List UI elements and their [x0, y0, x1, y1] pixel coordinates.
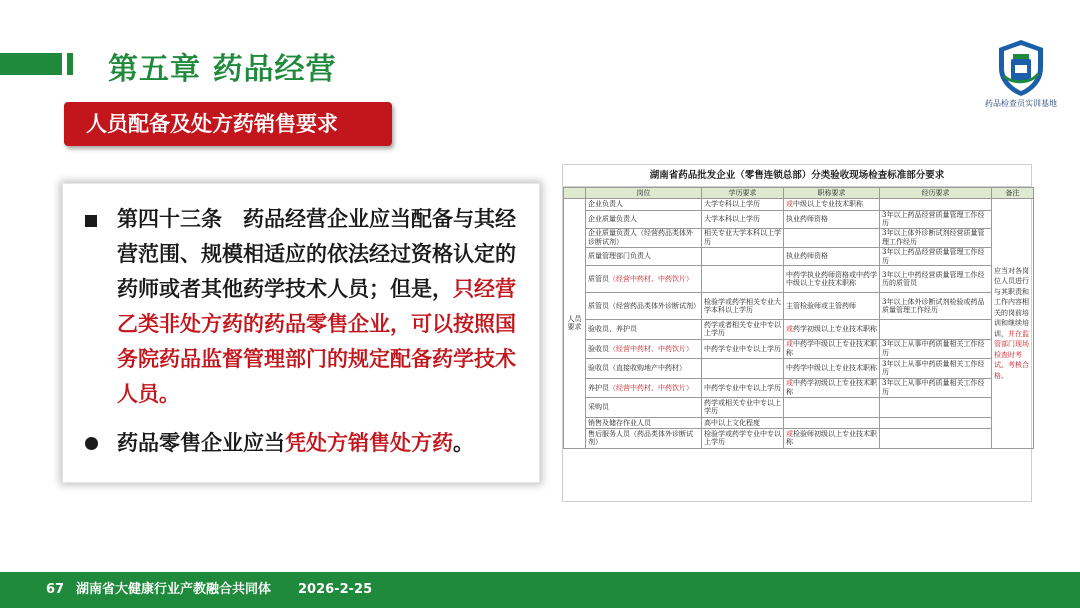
table-caption: 湖南省药品批发企业（零售连锁总部）分类验收现场检查标准部分要求	[563, 165, 1031, 187]
table-header: 经历要求	[880, 188, 992, 199]
education-cell: 相关专业大学本科以上学历	[702, 228, 784, 248]
table-header: 职称要求	[784, 188, 880, 199]
footer-date: 2026-2-25	[298, 582, 373, 597]
position-name: 质管员（经营药品类体外诊断试剂）	[588, 301, 700, 310]
position-cell	[586, 359, 702, 379]
table-row	[564, 210, 1034, 228]
requirements-table-image	[562, 164, 1032, 502]
header-accent-bar	[0, 53, 62, 75]
training-base-logo	[982, 38, 1060, 110]
table-header: 岗位	[586, 188, 702, 199]
table-row	[564, 248, 1034, 266]
title-or: 或	[786, 379, 793, 388]
table-row	[564, 266, 1034, 293]
experience-cell	[880, 199, 992, 211]
title-cell	[784, 248, 880, 266]
position-cell	[586, 199, 702, 211]
prescription-rule-text	[85, 426, 525, 461]
education-cell: 高中以上文化程度	[702, 417, 784, 429]
shield-pill-bottle-icon	[996, 38, 1046, 98]
position-name: 售后服务人员（药品类体外诊断试剂）	[588, 429, 693, 447]
title-text: 主管检验师或主管药师	[786, 301, 856, 310]
title-or: 或	[786, 200, 793, 208]
title-or: 或	[786, 340, 793, 349]
position-cell	[586, 398, 702, 418]
title-or: 或	[786, 429, 793, 438]
title-text: 中药学中级以上专业技术职称	[786, 340, 877, 357]
education-cell: 检验学或药学相关专业大学本科以上学历	[702, 293, 784, 320]
experience-cell	[880, 417, 992, 429]
title-cell	[784, 339, 880, 359]
position-name: 企业质量负责人	[588, 214, 637, 223]
prescription-rule-main: 药品零售企业应当	[117, 431, 285, 455]
title-cell	[784, 417, 880, 429]
title-text: 检验师初级以上专业技术职称	[786, 429, 877, 447]
table-header: 备注	[992, 188, 1034, 199]
prescription-rule-paragraph	[85, 426, 525, 461]
table-body	[564, 199, 1034, 449]
table-row	[564, 429, 1034, 449]
section-tag	[64, 102, 392, 146]
position-name: 企业负责人	[588, 200, 623, 208]
prescription-rule-end: 。	[453, 431, 474, 455]
title-text: 中级以上专业技术职称	[793, 200, 863, 208]
article-43-text	[85, 202, 525, 412]
experience-cell: 3年以上从事中药质量相关工作经历	[880, 378, 992, 398]
title-cell	[784, 228, 880, 248]
education-cell	[702, 248, 784, 266]
position-name: 销售及储存作业人员	[588, 418, 651, 427]
education-cell: 大学专科以上学历	[702, 199, 784, 211]
title-cell	[784, 199, 880, 211]
title-text: 中药学初级以上专业技术职称	[786, 379, 877, 396]
table-row	[564, 359, 1034, 379]
education-cell: 检验学或药学专业中专以上学历	[702, 429, 784, 449]
remark-text: 应当对各岗位人员进行与其职责和工作内容相关的岗前培训和继续培训，	[994, 266, 1029, 338]
article-43-paragraph	[85, 202, 525, 412]
title-text: 中药学执业药师资格或中药学中级以上专业技术职称	[786, 270, 877, 287]
title-cell	[784, 398, 880, 418]
position-cell	[586, 210, 702, 228]
title-or: 或	[786, 325, 793, 333]
title-cell	[784, 210, 880, 228]
header-accent-mark	[67, 53, 73, 75]
education-cell: 中药学专业中专以上学历	[702, 378, 784, 398]
experience-cell: 3年以上体外诊断试剂经营质量管理工作经历	[880, 228, 992, 248]
experience-cell: 3年以上中药经营质量管理工作经历的质管员	[880, 266, 992, 293]
table-header: 学历要求	[702, 188, 784, 199]
title-cell	[784, 266, 880, 293]
table-row	[564, 398, 1034, 418]
position-cell	[586, 293, 702, 320]
education-cell	[702, 359, 784, 379]
table-row	[564, 293, 1034, 320]
experience-cell: 3年以上药品经营质量管理工作经历	[880, 248, 992, 266]
position-name: 验收员	[588, 344, 609, 353]
regulation-text-card	[62, 183, 540, 483]
experience-cell	[880, 398, 992, 418]
requirements-table	[563, 187, 1034, 449]
position-cell	[586, 320, 702, 340]
position-name: 质量管理部门负责人	[588, 252, 651, 261]
education-cell: 中药学专业中专以上学历	[702, 339, 784, 359]
title-text: 药学初级以上专业技术职称	[793, 325, 877, 333]
title-cell	[784, 378, 880, 398]
position-name: 验收员（直接收购地产中药材）	[588, 364, 686, 372]
position-cell	[586, 417, 702, 429]
category-cell: 人员要求	[564, 199, 586, 449]
position-cell	[586, 248, 702, 266]
position-scope: （经营中药材、中药饮片）	[609, 274, 693, 283]
square-bullet-icon	[85, 215, 97, 227]
experience-cell: 3年以上体外诊断试剂检验或药品质量管理工作经历	[880, 293, 992, 320]
logo-label: 药品检查员实训基地	[985, 99, 1057, 108]
table-header-blank	[564, 188, 586, 199]
experience-cell: 3年以上药品经营质量管理工作经历	[880, 210, 992, 228]
position-cell	[586, 228, 702, 248]
position-cell	[586, 266, 702, 293]
round-bullet-icon	[85, 437, 98, 450]
table-row	[564, 339, 1034, 359]
position-name: 采购员	[588, 403, 609, 411]
remark-cell	[992, 199, 1034, 449]
title-cell	[784, 320, 880, 340]
education-cell	[702, 266, 784, 293]
footer-org: 湖南省大健康行业产教融合共同体	[76, 582, 272, 597]
position-name: 企业质量负责人（经营药品类体外诊断试剂）	[588, 229, 693, 246]
table-row	[564, 378, 1034, 398]
prescription-rule-highlight: 凭处方销售处方药	[285, 431, 453, 455]
experience-cell	[880, 320, 992, 340]
title-cell	[784, 429, 880, 449]
education-cell: 药学或者相关专业中专以上学历	[702, 320, 784, 340]
position-name: 养护员	[588, 383, 609, 392]
title-text: 执业药师资格	[786, 252, 828, 261]
position-cell	[586, 429, 702, 449]
title-cell	[784, 359, 880, 379]
remark-highlight: 并在监管部门现场检查时考试、考核合格	[994, 329, 1029, 380]
position-name: 质管员	[588, 274, 609, 283]
article-43-highlight: 只经营乙类非处方药的药品零售企业，可以按照国务院药品监督管理部门的规定配备药学技术人员。	[117, 277, 516, 406]
experience-cell: 3年以上从事中药质量相关工作经历	[880, 339, 992, 359]
table-row	[564, 199, 1034, 211]
section-tag-label: 人员配备及处方药销售要求	[86, 112, 338, 136]
education-cell: 药学或相关专业中专以上学历	[702, 398, 784, 418]
page-number: 67	[46, 582, 65, 597]
position-scope: （经营中药材、中药饮片）	[609, 344, 693, 353]
remark-end: 。	[1001, 371, 1008, 380]
chapter-title: 第五章 药品经营	[108, 52, 337, 87]
position-cell	[586, 339, 702, 359]
position-cell	[586, 378, 702, 398]
experience-cell	[880, 429, 992, 449]
education-cell: 大学本科以上学历	[702, 210, 784, 228]
position-scope: （经营中药材、中药饮片）	[609, 383, 693, 392]
table-row	[564, 228, 1034, 248]
table-row	[564, 417, 1034, 429]
title-text: 中药学中级以上专业技术职称	[786, 364, 877, 372]
footer-bar	[0, 572, 1080, 608]
table-row	[564, 320, 1034, 340]
experience-cell: 3年以上从事中药质量相关工作经历	[880, 359, 992, 379]
position-name: 验收员、养护员	[588, 325, 637, 333]
article-43-main: 第四十三条 药品经营企业应当配备与其经营范围、规模相适应的依法经过资格认定的药师或者其他药学技术人员；但是，	[117, 207, 516, 301]
title-cell	[784, 293, 880, 320]
title-text: 执业药师资格	[786, 214, 828, 223]
